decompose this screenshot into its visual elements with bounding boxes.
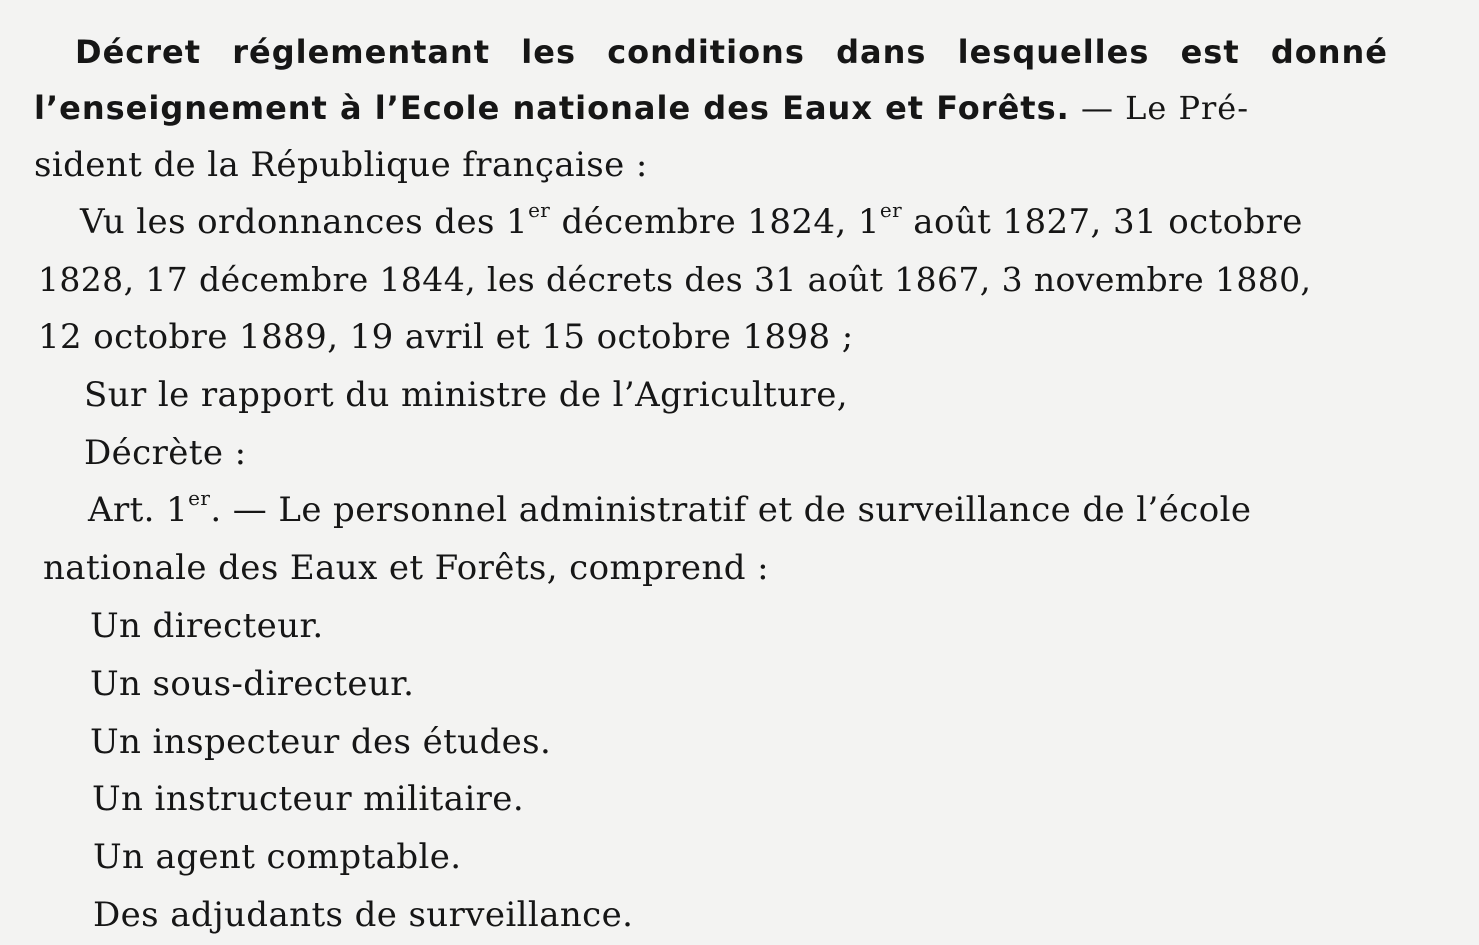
vu-line-1: [80, 197, 1390, 244]
article-1-text-1a: Art. 1: [88, 490, 189, 530]
decree-title-text-1: Décret réglementant les conditions dans lesquelles est donné: [75, 33, 1388, 71]
rapport-text: Sur le rapport du ministre de l’Agriculture,: [84, 375, 848, 415]
staff-item-accountant: [93, 835, 462, 879]
article-1-line-2: [43, 546, 769, 590]
staff-item-text: Un directeur.: [90, 606, 324, 646]
president-lead: — Le Pré-: [1069, 89, 1250, 127]
vu-text-1b: décembre 1824, 1: [550, 202, 880, 242]
decree-title-line-2: [34, 86, 1390, 130]
staff-item-military-instructor: [92, 777, 524, 821]
article-1-text-1b: . — Le personnel administratif et de surveillance de l’école: [210, 490, 1252, 530]
decree-title-text-2: l’enseignement à l’Ecole nationale des Eaux et Forêts.: [34, 89, 1070, 127]
staff-item-text: Un inspecteur des études.: [90, 722, 552, 762]
vu-sup-1: er: [528, 197, 551, 222]
decrete-line: [84, 431, 246, 475]
vu-line-2: [38, 258, 1393, 302]
article-1-text-2: nationale des Eaux et Forêts, comprend :: [43, 548, 769, 588]
staff-item-text: Un sous-directeur.: [90, 664, 415, 704]
decrete-text: Décrète :: [84, 433, 247, 473]
president-line: [34, 143, 648, 187]
staff-item-director: [90, 604, 324, 648]
president-text: sident de la République française :: [34, 145, 648, 185]
rapport-line: [84, 373, 848, 417]
staff-item-deputy-director: [90, 662, 414, 706]
vu-sup-2: er: [879, 197, 903, 222]
vu-text-1a: Vu les ordonnances des 1: [80, 202, 529, 242]
staff-item-supervisors: [93, 893, 633, 937]
staff-item-text: Un agent comptable.: [93, 837, 462, 877]
article-1-sup: er: [188, 485, 211, 510]
vu-line-3: [38, 315, 854, 359]
vu-text-1c: août 1827, 31 octobre: [902, 202, 1303, 242]
staff-item-text: Des adjudants de surveillance.: [93, 895, 634, 935]
vu-text-2: 1828, 17 décembre 1844, les décrets des 31 août 1867, 3 novembre 1880,: [38, 260, 1312, 299]
article-1-line-1: [88, 485, 1398, 532]
staff-item-inspector: [90, 720, 551, 764]
vu-text-3: 12 octobre 1889, 19 avril et 15 octobre 1898 ;: [38, 317, 854, 357]
decree-title-line-1: [75, 30, 1388, 74]
staff-item-text: Un instructeur militaire.: [92, 779, 525, 819]
